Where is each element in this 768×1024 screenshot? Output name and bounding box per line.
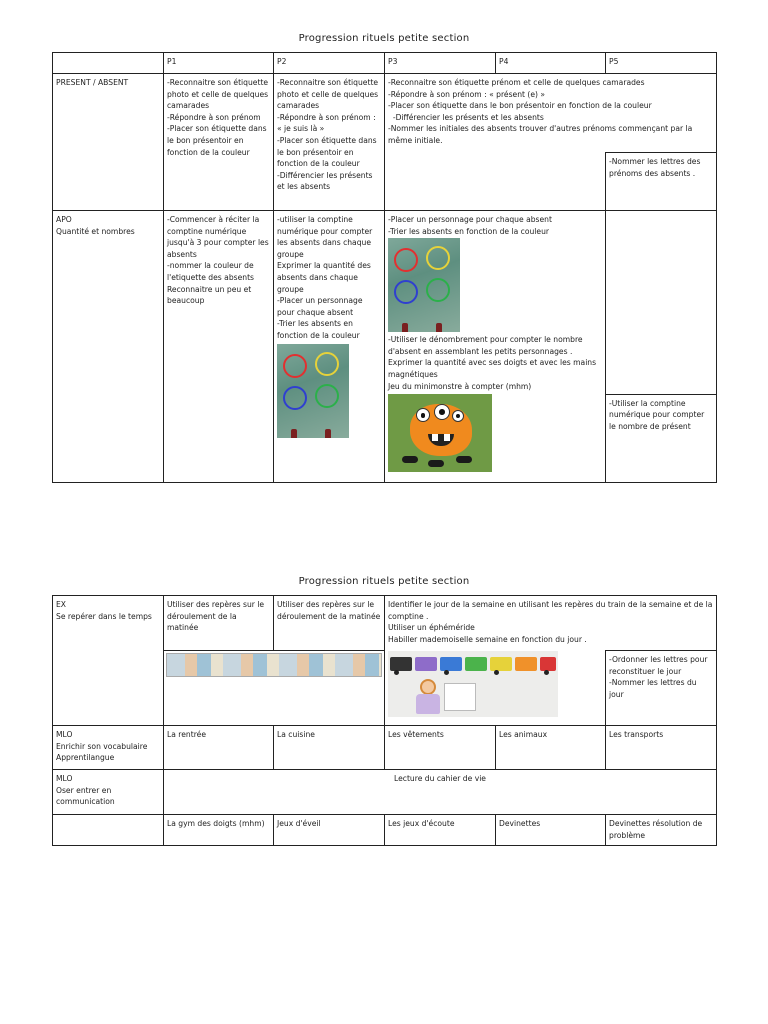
- ex-p2: Utiliser des repères sur le déroulement de la matinée: [274, 596, 385, 651]
- train-wagon-purple: [415, 657, 437, 671]
- table1-title: Progression rituels petite section: [298, 33, 470, 44]
- green-group-circle: [426, 278, 450, 302]
- present-absent-p5: -Nommer les lettres des prénoms des absents .: [606, 153, 717, 211]
- text-line: -Commencer à réciter la comptine numérique jusqu'à 3 pour compter les absents: [167, 215, 269, 259]
- mlo1-p5: Les transports: [606, 726, 717, 770]
- last-p2: Jeux d'éveil: [274, 815, 385, 846]
- train-wagon-yellow: [490, 657, 512, 671]
- absence-board-photo: [277, 344, 349, 438]
- header-p4: P4: [496, 53, 606, 74]
- text-line: Exprimer la quantité avec ses doigts et avec les mains magnétiques: [388, 358, 597, 379]
- monster-leg: [428, 460, 444, 467]
- row-mlo-communication: [53, 770, 717, 815]
- text-line: -nommer la couleur de l'etiquette des absents: [167, 261, 255, 282]
- week-train-photo: [388, 651, 558, 717]
- apo-p2: [274, 211, 385, 483]
- ex-p1-p2-image: [164, 651, 385, 726]
- text-line: -Placer son étiquette dans le bon présentoir en fonction de la couleur: [388, 101, 652, 111]
- text-line: -Reconnaitre son étiquette photo et celle de quelques camarades: [277, 78, 379, 111]
- mlo2-label-line2: Oser entrer en communication: [56, 785, 115, 807]
- green-group-circle: [315, 384, 339, 408]
- monster-tooth: [444, 434, 450, 441]
- text-line: Habiller mademoiselle semaine en fonction du jour .: [388, 634, 587, 644]
- mlo1-p3: Les vêtements: [385, 726, 496, 770]
- header-p2: P2: [274, 53, 385, 74]
- monster-tooth: [432, 434, 438, 441]
- label-present-absent: PRESENT / ABSENT: [53, 74, 164, 211]
- blue-group-circle: [283, 386, 307, 410]
- mlo2-span: Lecture du cahier de vie: [164, 770, 717, 815]
- apo-p1: [164, 211, 274, 483]
- text-line: -Placer un personnage pour chaque absent: [277, 296, 363, 317]
- last-p5: Devinettes résolution de problème: [606, 815, 717, 846]
- mlo1-label-line1: MLO: [56, 730, 73, 739]
- text-line: -Trier les absents en fonction de la couleur: [388, 226, 550, 236]
- text-line: -Placer un personnage pour chaque absent: [388, 215, 552, 224]
- present-absent-p1: [164, 74, 274, 211]
- text-line: -Reconnaitre son étiquette prénom et celle de quelques camarades: [388, 78, 645, 87]
- train-wheel: [394, 670, 399, 675]
- last-p4: Devinettes: [496, 815, 606, 846]
- text-line: -utiliser la comptine numérique pour compter les absents dans chaque groupe: [277, 215, 373, 259]
- train-wheel: [444, 670, 449, 675]
- mlo1-p1: La rentrée: [164, 726, 274, 770]
- minimonstre-photo: [388, 394, 492, 472]
- ex-label-line1: EX: [56, 600, 67, 609]
- text-line: -Placer son étiquette dans le bon présentoir en fonction de la couleur: [277, 135, 377, 169]
- shoe-shape: [436, 323, 442, 332]
- shoe-shape: [291, 429, 297, 438]
- text-line: Jeu du minimonstre à compter (mhm): [388, 381, 532, 391]
- apo-label-line1: APO: [56, 215, 72, 224]
- text-line: -Nommer les initiales des absents trouver d'autres prénoms commençant par la même initiale.: [388, 124, 693, 145]
- shoe-shape: [325, 429, 331, 438]
- text-line: -Reconnaitre son étiquette photo et celle de quelques camarades: [167, 78, 269, 111]
- text-line: -Répondre à son prénom : « présent (e) »: [388, 89, 546, 99]
- mlo1-label-line2: Enrichir son vocabulaire: [56, 741, 148, 751]
- yellow-group-circle: [426, 246, 450, 270]
- apo-p5: -Utiliser la comptine numérique pour compter le nombre de présent: [606, 394, 717, 482]
- monster-leg: [402, 456, 418, 463]
- text-line: -Ordonner les lettres pour reconstituer le jour: [609, 655, 708, 676]
- train-wagon-orange: [515, 657, 537, 671]
- header-p1: P1: [164, 53, 274, 74]
- shoe-shape: [402, 323, 408, 332]
- monster-leg: [456, 456, 472, 463]
- row-mlo-vocabulaire: [53, 726, 717, 770]
- ex-p3-p5: [385, 596, 717, 651]
- present-absent-p3-p4-blank: [385, 153, 606, 211]
- red-group-circle: [283, 354, 307, 378]
- text-line: -Placer son étiquette dans le bon présentoir en fonction de la couleur: [167, 124, 267, 157]
- ex-p3-p4-image: [385, 651, 606, 726]
- row-last: [53, 815, 717, 846]
- yellow-group-circle: [315, 352, 339, 376]
- text-line: Utiliser un éphéméride: [388, 623, 475, 633]
- train-engine: [390, 657, 412, 671]
- ex-p1: Utiliser des repères sur le déroulement de la matinée: [164, 596, 274, 651]
- header-p5: P5: [606, 53, 717, 74]
- label-mlo-vocabulaire: [53, 726, 164, 770]
- apo-label-line2: Quantité et nombres: [56, 226, 135, 236]
- progression-table-2: [52, 595, 717, 846]
- text-line: -Nommer les lettres du jour: [609, 678, 697, 699]
- text-line: -Répondre à son prénom : « je suis là »: [277, 112, 376, 134]
- header-empty: [53, 53, 164, 74]
- label-apo: [53, 211, 164, 483]
- text-line: -Différencier les présents et les absents: [277, 170, 373, 192]
- label-empty: [53, 815, 164, 846]
- mlo2-label-line1: MLO: [56, 774, 73, 783]
- apo-p3-p4: [385, 211, 606, 395]
- train-wagon-red: [540, 657, 556, 671]
- label-ex: [53, 596, 164, 726]
- header-p3: P3: [385, 53, 496, 74]
- train-wheel: [494, 670, 499, 675]
- train-wheel: [544, 670, 549, 675]
- text-line: Reconnaitre un peu et beaucoup: [167, 284, 252, 306]
- train-wagon-blue: [440, 657, 462, 671]
- apo-p5-blank: [606, 211, 717, 395]
- text-line: -Trier les absents en fonction de la couleur: [277, 319, 360, 340]
- label-mlo-communication: [53, 770, 164, 815]
- mlo1-p4: Les animaux: [496, 726, 606, 770]
- train-wagon-green: [465, 657, 487, 671]
- text-line: Exprimer la quantité des absents dans chaque groupe: [277, 261, 371, 294]
- text-line: -Différencier les présents et les absents: [388, 112, 544, 122]
- red-group-circle: [394, 248, 418, 272]
- mlo1-label-line3: Apprentilangue: [56, 753, 115, 763]
- progression-table-1: [52, 52, 717, 483]
- text-line: -Utiliser le dénombrement pour compter le nombre d'absent en assemblant les petits personnages .: [388, 335, 583, 356]
- table1-header-row: [53, 53, 717, 74]
- text-line: -Répondre à son prénom: [167, 112, 261, 122]
- text-line: Identifier le jour de la semaine en utilisant les repères du train de la semaine et de la comptine .: [388, 600, 713, 621]
- present-absent-p2: [274, 74, 385, 211]
- ex-p5: [606, 651, 717, 726]
- last-p3: Les jeux d'écoute: [385, 815, 496, 846]
- apo-p3-p4-image: [385, 394, 606, 482]
- mlo1-p2: La cuisine: [274, 726, 385, 770]
- table2-title: Progression rituels petite section: [298, 576, 470, 587]
- calendar-card: [444, 683, 476, 711]
- ex-label-line2: Se repérer dans le temps: [56, 611, 152, 621]
- present-absent-p3-p5: [385, 74, 717, 153]
- row-ex: [53, 596, 717, 651]
- row-apo: [53, 211, 717, 395]
- absence-board-photo: [388, 238, 460, 332]
- mademoiselle-semaine-head: [420, 679, 436, 695]
- mademoiselle-semaine-body: [416, 694, 440, 714]
- blue-group-circle: [394, 280, 418, 304]
- last-p1: La gym des doigts (mhm): [164, 815, 274, 846]
- row-present-absent: [53, 74, 717, 153]
- daily-routine-strip-photo: [166, 653, 382, 677]
